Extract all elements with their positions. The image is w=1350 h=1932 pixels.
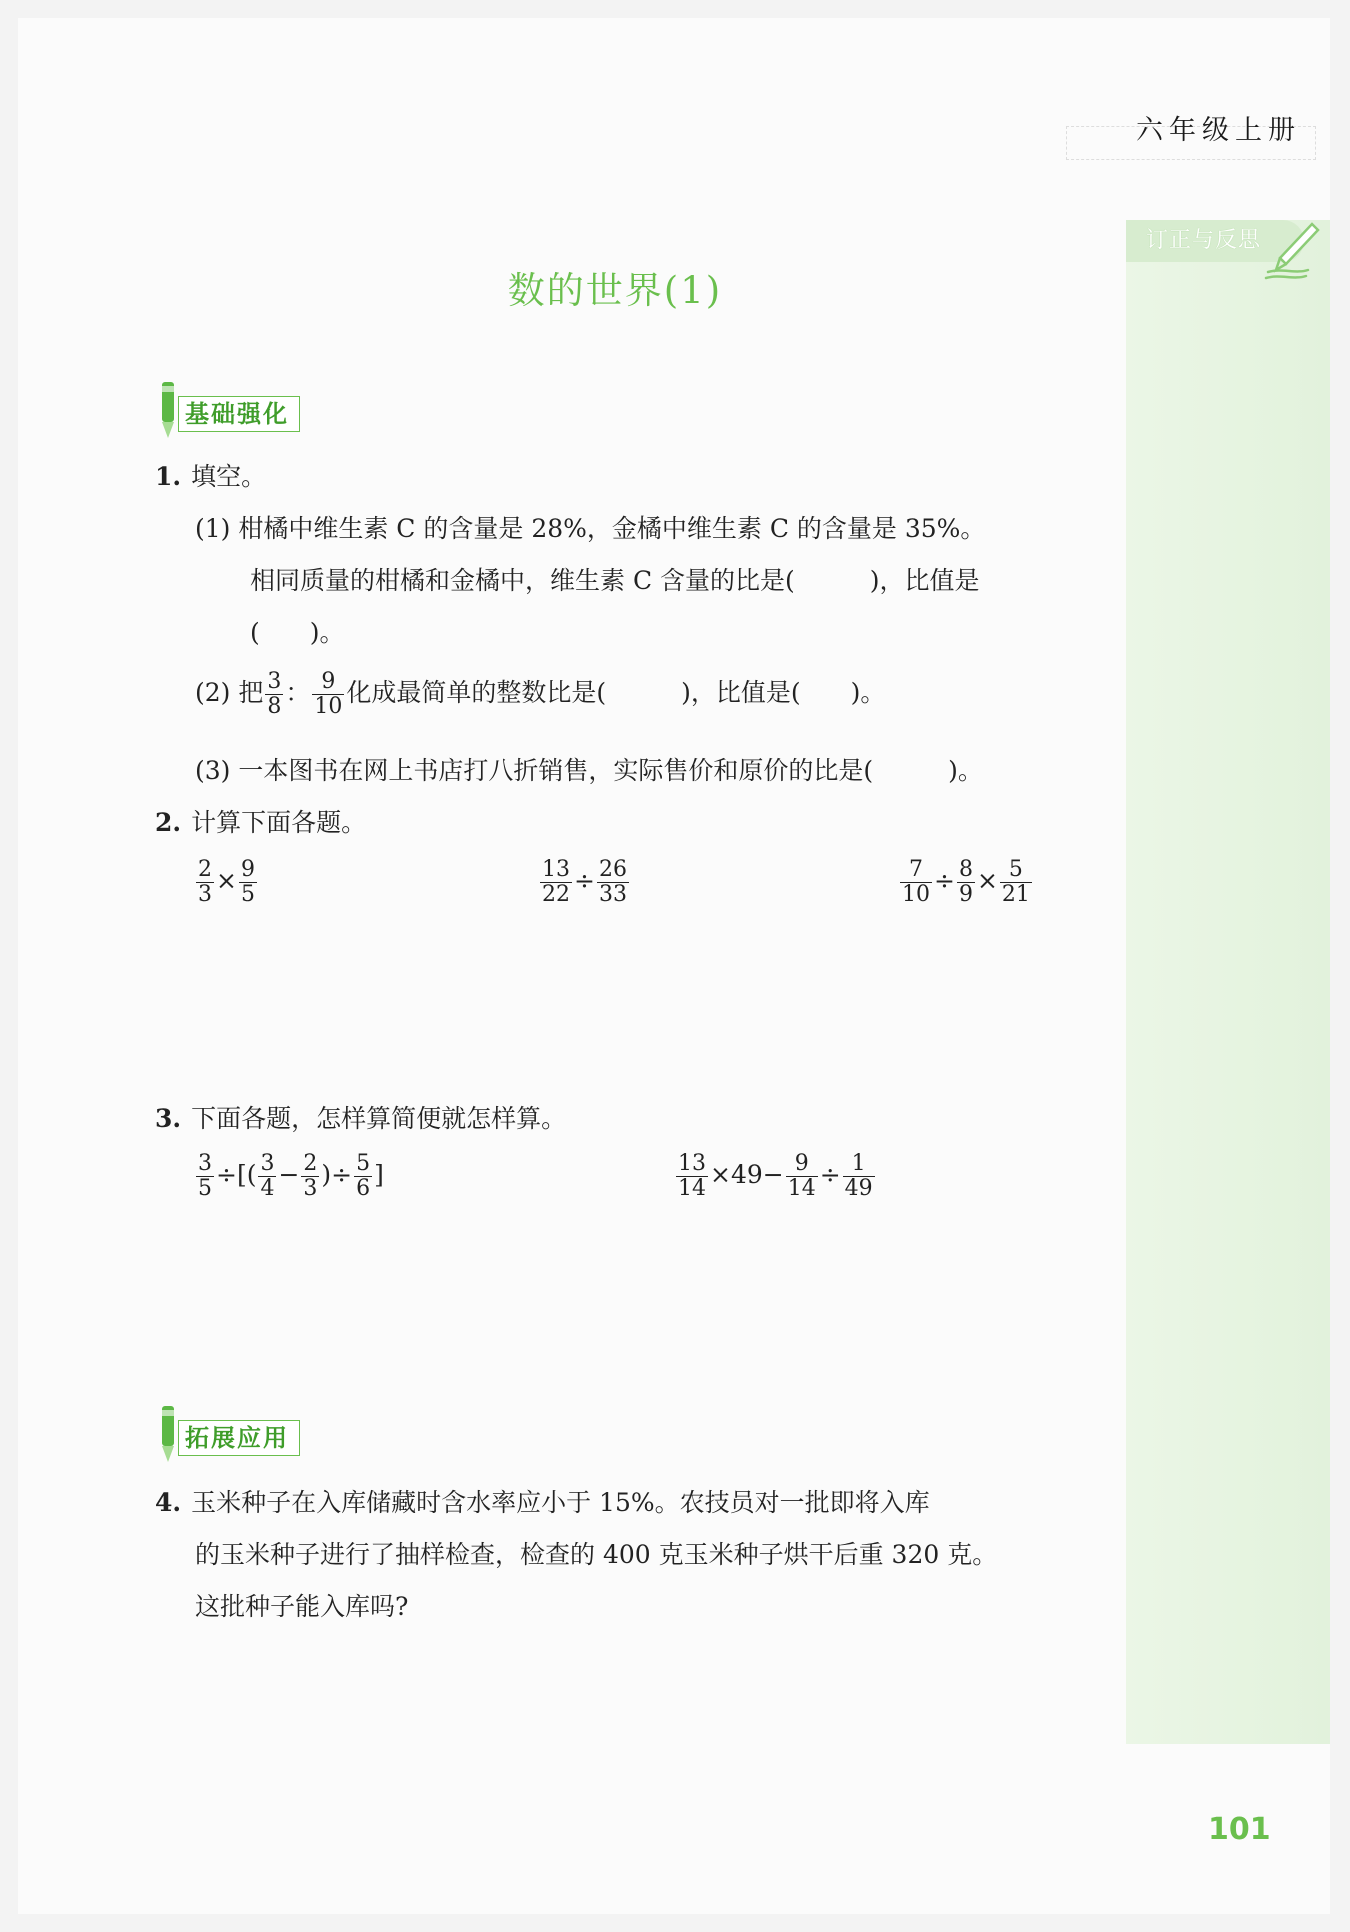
question-2-number: 2. xyxy=(155,808,182,837)
section-extend xyxy=(156,1414,326,1460)
question-4 xyxy=(155,1490,930,1515)
correction-panel xyxy=(1126,220,1330,1744)
q1-part2-prefix: (2) 把 xyxy=(195,678,264,708)
pencil-icon xyxy=(156,1404,180,1464)
fraction: $\frac{9}{5}$ xyxy=(240,857,255,908)
q1-part1-line3: ( )。 xyxy=(250,618,345,647)
q2-expression-2: $\frac{13}{22}$ ÷ $\frac{26}{33}$ xyxy=(542,857,627,908)
question-3-number: 3. xyxy=(155,1104,182,1133)
question-3 xyxy=(155,1106,566,1131)
fraction: $\frac{2}{3}$ xyxy=(198,857,212,908)
q2-expression-1: $\frac{2}{3}$ × $\frac{9}{5}$ xyxy=(198,857,255,908)
correction-tab: 订正与反思 xyxy=(1126,220,1304,262)
question-2-text: 计算下面各题。 xyxy=(191,808,367,837)
question-4-line1: 玉米种子在入库储藏时含水率应小于 15%。农技员对一批即将入库 xyxy=(191,1488,930,1517)
question-4-number: 4. xyxy=(155,1488,182,1517)
fraction: $\frac{13}{14}$ xyxy=(678,1151,706,1202)
fraction: $\frac{13}{22}$ xyxy=(542,857,570,908)
q1-part3: (3) 一本图书在网上书店打八折销售，实际售价和原价的比是( )。 xyxy=(195,756,983,785)
page-number: 101 xyxy=(1208,1812,1271,1847)
fraction: $\frac{26}{33}$ xyxy=(598,857,627,908)
fraction: $\frac{1}{49}$ xyxy=(844,1151,873,1202)
q1-part2-suffix: 化成最简单的整数比是( )，比值是( )。 xyxy=(346,678,886,708)
fraction: $\frac{9}{10}$ xyxy=(314,669,343,720)
grade-label: 六年级上册 xyxy=(1136,115,1301,146)
ratio-colon: ： xyxy=(285,678,311,708)
q1-part2 xyxy=(195,670,885,719)
fraction: $\frac{3}{8}$ xyxy=(267,669,282,720)
section-basic-label: 基础强化 xyxy=(178,396,300,432)
pencil-icon xyxy=(156,380,180,440)
fraction: $\frac{9}{14}$ xyxy=(787,1151,816,1202)
q1-part1-line2: 相同质量的柑橘和金橘中，维生素 C 含量的比是( )，比值是 xyxy=(250,566,980,595)
section-basic xyxy=(156,390,326,436)
question-4-line2: 的玉米种子进行了抽样检查，检查的 400 克玉米种子烘干后重 320 克。 xyxy=(195,1540,998,1569)
page-title: 数的世界(1) xyxy=(507,269,723,312)
fraction: $\frac{5}{21}$ xyxy=(1001,857,1030,908)
question-2 xyxy=(155,810,366,835)
q2-expression-3: $\frac{7}{10}$ ÷ $\frac{8}{9}$ × $\frac{5}{21}$ xyxy=(902,857,1030,908)
pen-icon xyxy=(1262,214,1322,284)
fraction: $\frac{5}{6}$ xyxy=(356,1151,371,1202)
fraction: $\frac{2}{3}$ xyxy=(303,1151,318,1202)
fraction: $\frac{3}{5}$ xyxy=(198,1151,212,1202)
q3-expression-2: $\frac{13}{14}$ ×49− $\frac{9}{14}$ ÷ $\frac{1}{49}$ xyxy=(678,1151,873,1202)
question-1-text: 填空。 xyxy=(191,462,267,491)
q3-expression-1: $\frac{3}{5}$ ÷[( $\frac{3}{4}$ − $\frac{2}{3}$ )÷ $\frac{5}{6}$ ] xyxy=(198,1151,384,1202)
question-1 xyxy=(155,464,266,489)
section-extend-label: 拓展应用 xyxy=(178,1420,300,1456)
fraction: $\frac{8}{9}$ xyxy=(958,857,973,908)
question-1-number: 1. xyxy=(155,462,182,491)
fraction: $\frac{3}{4}$ xyxy=(260,1151,275,1202)
q1-part1-line1: (1) 柑橘中维生素 C 的含量是 28%，金橘中维生素 C 的含量是 35%。 xyxy=(195,514,986,543)
question-4-line3: 这批种子能入库吗? xyxy=(195,1592,409,1621)
fraction: $\frac{7}{10}$ xyxy=(902,857,930,908)
question-3-text: 下面各题，怎样算简便就怎样算。 xyxy=(191,1104,567,1133)
